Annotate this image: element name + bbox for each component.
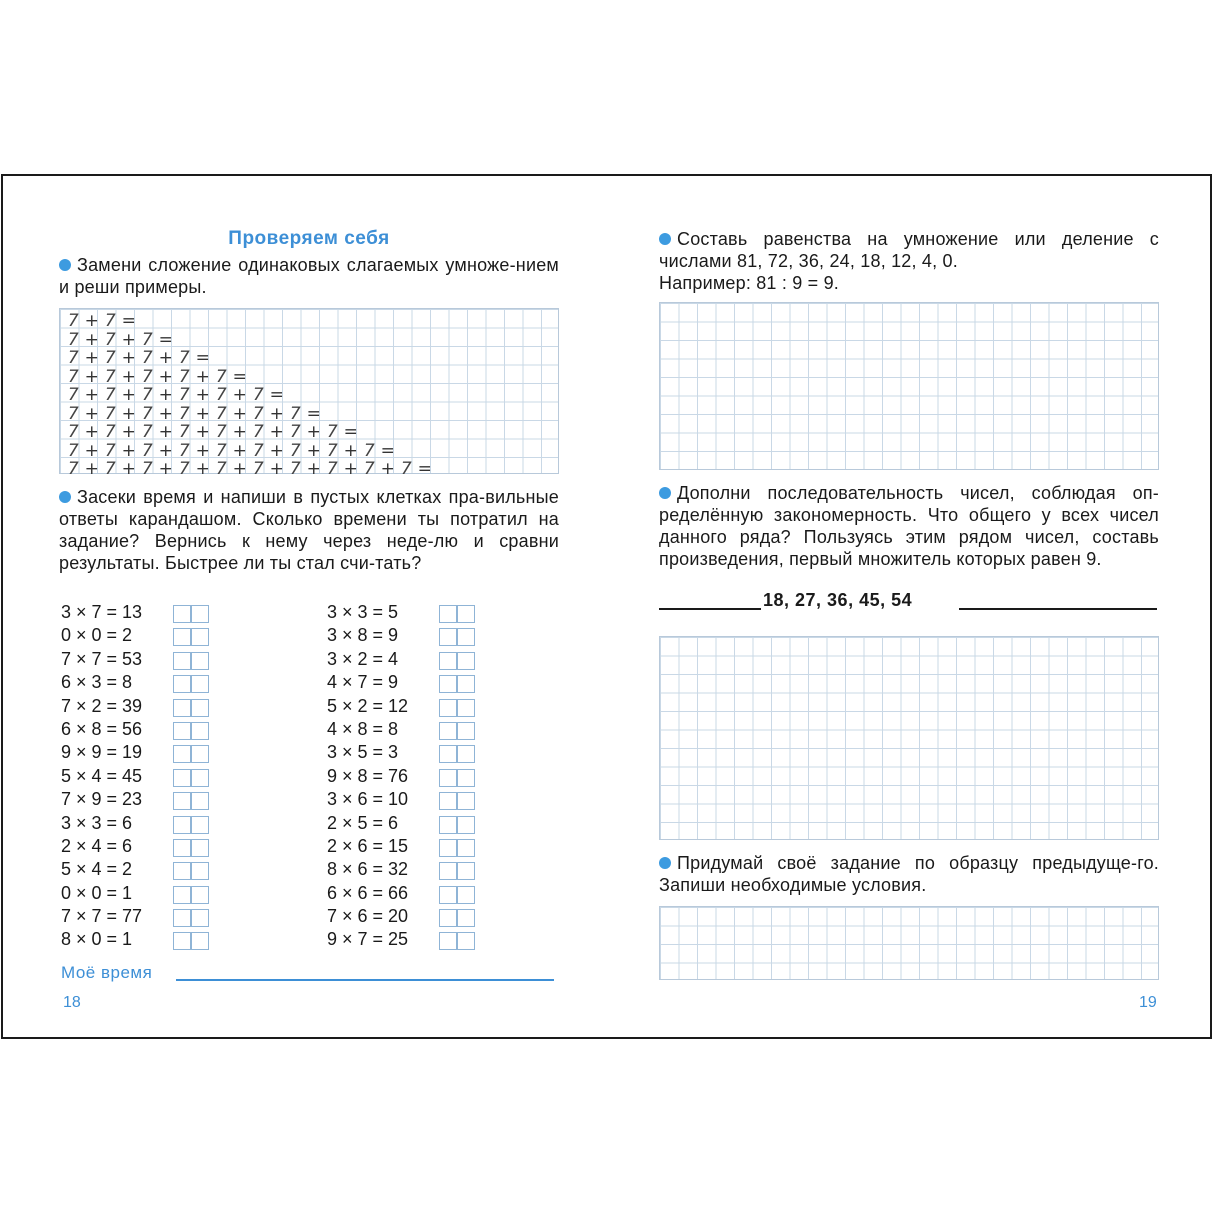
addend: 7 <box>252 385 264 405</box>
equation-text: 2 × 5 = 6 <box>327 812 399 833</box>
equation-text: 2 × 4 = 6 <box>61 835 133 856</box>
equation-text: 6 × 8 = 56 <box>61 718 143 739</box>
addition-row <box>64 368 434 387</box>
answer-grid-2[interactable] <box>659 636 1159 840</box>
equals-sign: = <box>195 348 210 368</box>
addend: 7 <box>215 440 227 461</box>
addend: 7 <box>104 459 116 479</box>
answer-box[interactable] <box>173 816 209 834</box>
plus-sign: + <box>343 459 358 479</box>
equation-text: 3 × 5 = 3 <box>327 742 399 763</box>
answer-box[interactable] <box>439 652 475 670</box>
equation-row <box>327 695 487 718</box>
page-number-left: 18 <box>63 994 81 1011</box>
plus-sign: + <box>121 329 136 350</box>
sequence-blank-right[interactable] <box>959 608 1157 610</box>
equation-row <box>61 882 221 905</box>
equals-sign: = <box>269 385 284 405</box>
addition-row <box>64 349 434 368</box>
answer-grid-3[interactable] <box>659 906 1159 980</box>
plus-sign: + <box>84 366 99 387</box>
plus-sign: + <box>84 459 99 479</box>
plus-sign: + <box>158 459 173 479</box>
equation-text: 9 × 7 = 25 <box>327 929 409 950</box>
my-time-line[interactable] <box>176 979 554 981</box>
addend: 7 <box>400 459 412 479</box>
plus-sign: + <box>158 403 173 424</box>
addend: 7 <box>215 403 227 424</box>
addend: 7 <box>178 366 190 387</box>
addend: 7 <box>141 385 153 405</box>
plus-sign: + <box>84 329 99 350</box>
plus-sign: + <box>232 403 247 424</box>
answer-box[interactable] <box>173 839 209 857</box>
equation-text: 7 × 9 = 23 <box>61 789 143 810</box>
plus-sign: + <box>121 422 136 442</box>
addend: 7 <box>178 348 190 368</box>
equals-sign: = <box>343 422 358 442</box>
plus-sign: + <box>84 311 99 331</box>
equation-row <box>61 624 221 647</box>
equation-row <box>61 928 221 951</box>
task-3-example: Например: 81 : 9 = 9. <box>659 273 839 293</box>
addend: 7 <box>289 422 301 442</box>
answer-grid-1[interactable] <box>659 302 1159 470</box>
equation-row <box>61 858 221 881</box>
plus-sign: + <box>121 459 136 479</box>
plus-sign: + <box>121 385 136 405</box>
answer-box[interactable] <box>439 862 475 880</box>
plus-sign: + <box>269 440 284 461</box>
task-1-instruction <box>59 254 559 298</box>
page-heading: Проверяем себя <box>228 228 390 249</box>
addend: 7 <box>141 348 153 368</box>
addend: 7 <box>104 403 116 424</box>
plus-sign: + <box>306 422 321 442</box>
equals-sign: = <box>158 329 173 350</box>
answer-box[interactable] <box>173 628 209 646</box>
answer-box[interactable] <box>173 769 209 787</box>
addend: 7 <box>104 329 116 350</box>
plus-sign: + <box>158 422 173 442</box>
addend: 7 <box>141 403 153 424</box>
addend: 7 <box>67 422 79 442</box>
equation-text: 3 × 2 = 4 <box>327 648 399 669</box>
addend: 7 <box>104 311 116 331</box>
equation-text: 4 × 8 = 8 <box>327 718 399 739</box>
task-5-instruction <box>659 852 1159 896</box>
answer-box[interactable] <box>439 886 475 904</box>
plus-sign: + <box>84 348 99 368</box>
equation-row <box>327 718 487 741</box>
plus-sign: + <box>269 459 284 479</box>
answer-box[interactable] <box>173 745 209 763</box>
plus-sign: + <box>269 422 284 442</box>
addition-row <box>64 331 434 350</box>
equation-text: 0 × 0 = 1 <box>61 882 133 903</box>
plus-sign: + <box>232 385 247 405</box>
addition-row <box>64 460 434 479</box>
addend: 7 <box>289 403 301 424</box>
bullet-icon <box>659 233 671 245</box>
addend: 7 <box>215 459 227 479</box>
equation-row <box>327 788 487 811</box>
equation-row <box>61 765 221 788</box>
addend: 7 <box>67 459 79 479</box>
workbook-spread <box>1 174 1212 1039</box>
bullet-icon <box>659 487 671 499</box>
task-3-instruction <box>659 228 1159 294</box>
equation-text: 7 × 7 = 53 <box>61 648 143 669</box>
task-4-instruction <box>659 482 1159 570</box>
equation-row <box>327 601 487 624</box>
addend: 7 <box>326 422 338 442</box>
equation-text: 7 × 6 = 20 <box>327 906 409 927</box>
addend: 7 <box>67 366 79 387</box>
equals-sign: = <box>306 403 321 424</box>
equation-text: 6 × 6 = 66 <box>327 882 409 903</box>
addend: 7 <box>104 422 116 442</box>
task-2-instruction <box>59 486 559 574</box>
task-5-text: Придумай своё задание по образцу предыдуще-го. Запиши необходимые условия. <box>659 853 1159 895</box>
answer-box[interactable] <box>173 909 209 927</box>
plus-sign: + <box>195 459 210 479</box>
my-time-label: Моё время <box>61 963 153 982</box>
addend: 7 <box>215 422 227 442</box>
plus-sign: + <box>195 422 210 442</box>
equation-text: 7 × 7 = 77 <box>61 906 143 927</box>
equals-sign: = <box>417 459 432 479</box>
addend: 7 <box>67 440 79 461</box>
task-3-text: Составь равенства на умножение или деление с числами 81, 72, 36, 24, 18, 12, 4, 0. <box>659 229 1159 271</box>
plus-sign: + <box>343 440 358 461</box>
answer-box[interactable] <box>439 699 475 717</box>
plus-sign: + <box>84 403 99 424</box>
equation-text: 5 × 2 = 12 <box>327 695 409 716</box>
equation-text: 3 × 3 = 5 <box>327 602 399 622</box>
addend: 7 <box>141 366 153 387</box>
addend: 7 <box>215 385 227 405</box>
equation-column-2 <box>327 601 487 952</box>
equation-text: 8 × 6 = 32 <box>327 859 409 880</box>
equation-row <box>327 624 487 647</box>
addend: 7 <box>104 440 116 461</box>
addend: 7 <box>67 403 79 424</box>
answer-box[interactable] <box>173 699 209 717</box>
equation-row <box>61 718 221 741</box>
equation-row <box>327 812 487 835</box>
equation-row <box>61 812 221 835</box>
answer-box[interactable] <box>439 769 475 787</box>
right-page <box>659 176 1159 1037</box>
equals-sign: = <box>121 311 136 331</box>
plus-sign: + <box>195 403 210 424</box>
addition-row <box>64 386 434 405</box>
bullet-icon <box>59 491 71 503</box>
equation-text: 6 × 3 = 8 <box>61 672 133 693</box>
addend: 7 <box>178 459 190 479</box>
left-page <box>59 176 561 1037</box>
addend: 7 <box>252 440 264 461</box>
addition-rows <box>64 312 434 479</box>
answer-box[interactable] <box>173 722 209 740</box>
task-2-text: Засеки время и напиши в пустых клетках пра-вильные ответы карандашом. Сколько времени ты потратил на задание? Вернись к нему через неде-лю и сравни результаты. Быстрее ли ты стал счи-тать? <box>59 487 559 573</box>
equation-row <box>327 741 487 764</box>
equation-text: 4 × 7 = 9 <box>327 672 399 693</box>
equation-row <box>61 671 221 694</box>
equation-row <box>61 648 221 671</box>
plus-sign: + <box>195 385 210 405</box>
answer-box[interactable] <box>439 745 475 763</box>
addition-row <box>64 423 434 442</box>
equation-text: 0 × 0 = 2 <box>61 625 133 646</box>
plus-sign: + <box>121 366 136 387</box>
answer-box[interactable] <box>439 839 475 857</box>
answer-box[interactable] <box>173 886 209 904</box>
plus-sign: + <box>195 366 210 387</box>
addend: 7 <box>363 459 375 479</box>
addend: 7 <box>178 403 190 424</box>
equation-row <box>61 835 221 858</box>
sequence-blank-left[interactable] <box>659 608 761 610</box>
plus-sign: + <box>158 385 173 405</box>
equals-sign: = <box>380 440 395 461</box>
equation-row <box>327 882 487 905</box>
equation-row <box>61 741 221 764</box>
equation-text: 2 × 6 = 15 <box>327 835 409 856</box>
addition-row <box>64 312 434 331</box>
equation-row <box>327 648 487 671</box>
addend: 7 <box>215 366 227 387</box>
equation-row <box>327 765 487 788</box>
bullet-icon <box>659 857 671 869</box>
addend: 7 <box>67 385 79 405</box>
sequence-numbers: 18, 27, 36, 45, 54 <box>763 590 913 610</box>
plus-sign: + <box>232 440 247 461</box>
plus-sign: + <box>121 348 136 368</box>
addend: 7 <box>141 440 153 461</box>
addend: 7 <box>252 422 264 442</box>
addend: 7 <box>252 403 264 424</box>
equals-sign: = <box>232 366 247 387</box>
equation-row <box>327 928 487 951</box>
addend: 7 <box>141 329 153 350</box>
addend: 7 <box>141 422 153 442</box>
answer-box[interactable] <box>439 722 475 740</box>
plus-sign: + <box>232 459 247 479</box>
addend: 7 <box>104 348 116 368</box>
answer-box[interactable] <box>173 652 209 670</box>
equation-text: 9 × 8 = 76 <box>327 765 409 786</box>
plus-sign: + <box>84 440 99 461</box>
equation-text: 3 × 7 = 13 <box>61 602 143 622</box>
addend: 7 <box>363 440 375 461</box>
answer-box[interactable] <box>173 792 209 810</box>
equation-text: 5 × 4 = 2 <box>61 859 133 880</box>
plus-sign: + <box>306 440 321 461</box>
equation-row <box>61 905 221 928</box>
number-sequence <box>659 590 1159 614</box>
plus-sign: + <box>158 348 173 368</box>
answer-box[interactable] <box>439 628 475 646</box>
plus-sign: + <box>84 385 99 405</box>
answer-box[interactable] <box>173 675 209 693</box>
addend: 7 <box>289 459 301 479</box>
plus-sign: + <box>84 422 99 442</box>
plus-sign: + <box>269 403 284 424</box>
plus-sign: + <box>158 366 173 387</box>
equation-text: 8 × 0 = 1 <box>61 929 133 950</box>
addend: 7 <box>67 348 79 368</box>
addend: 7 <box>252 459 264 479</box>
bullet-icon <box>59 259 71 271</box>
equation-row <box>327 905 487 928</box>
answer-box[interactable] <box>173 932 209 950</box>
answer-box[interactable] <box>439 816 475 834</box>
equation-text: 9 × 9 = 19 <box>61 742 143 763</box>
addend: 7 <box>326 440 338 461</box>
equation-row <box>61 695 221 718</box>
addend: 7 <box>326 459 338 479</box>
answer-box[interactable] <box>439 675 475 693</box>
addend: 7 <box>141 459 153 479</box>
plus-sign: + <box>121 403 136 424</box>
answer-box[interactable] <box>439 605 475 623</box>
plus-sign: + <box>306 459 321 479</box>
equation-row <box>61 788 221 811</box>
addition-row <box>64 405 434 424</box>
equation-text: 3 × 8 = 9 <box>327 625 399 646</box>
addend: 7 <box>104 366 116 387</box>
plus-sign: + <box>121 440 136 461</box>
task-4-text: Дополни последовательность чисел, соблюдая оп-ределённую закономерность. Что общего у всех чисел данного ряда? Пользуясь этим рядом чисел, составь произведения, первый множитель которых равен 9. <box>659 483 1159 569</box>
addend: 7 <box>178 440 190 461</box>
addend: 7 <box>67 329 79 350</box>
answer-box[interactable] <box>439 932 475 950</box>
equation-row <box>327 671 487 694</box>
equation-row <box>327 835 487 858</box>
equation-row <box>61 601 221 624</box>
equation-text: 3 × 6 = 10 <box>327 789 409 810</box>
page-number-right: 19 <box>1139 994 1157 1011</box>
task-1-text: Замени сложение одинаковых слагаемых умноже-нием и реши примеры. <box>59 255 559 297</box>
plus-sign: + <box>380 459 395 479</box>
addend: 7 <box>178 385 190 405</box>
addend: 7 <box>178 422 190 442</box>
answer-box[interactable] <box>173 862 209 880</box>
equation-column-1 <box>61 601 221 952</box>
plus-sign: + <box>195 440 210 461</box>
answer-box[interactable] <box>173 605 209 623</box>
addition-row <box>64 442 434 461</box>
answer-box[interactable] <box>439 909 475 927</box>
addend: 7 <box>104 385 116 405</box>
addend: 7 <box>289 440 301 461</box>
equation-row <box>327 858 487 881</box>
plus-sign: + <box>158 440 173 461</box>
equation-text: 7 × 2 = 39 <box>61 695 143 716</box>
answer-box[interactable] <box>439 792 475 810</box>
equation-text: 5 × 4 = 45 <box>61 765 143 786</box>
equation-text: 3 × 3 = 6 <box>61 812 133 833</box>
plus-sign: + <box>232 422 247 442</box>
addition-grid[interactable] <box>59 308 559 479</box>
addend: 7 <box>67 311 79 331</box>
